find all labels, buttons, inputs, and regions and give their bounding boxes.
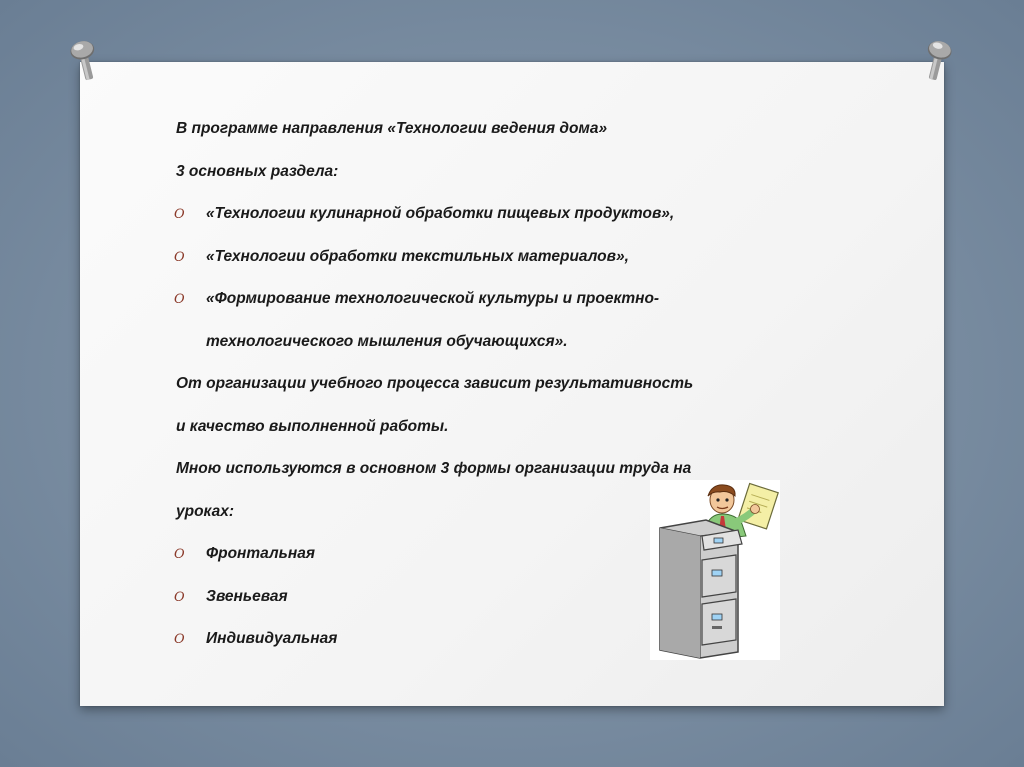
bullet-icon: O (174, 292, 185, 307)
section-text: «Формирование технологической культуры и проектно- (206, 290, 660, 307)
section-item (176, 246, 876, 267)
section-item (176, 288, 876, 309)
bullet-icon: O (174, 589, 185, 605)
paragraph-line: От организации учебного процесса зависит результативность (176, 375, 694, 392)
paragraph-line: уроках: (176, 502, 235, 520)
section-continuation (176, 331, 876, 352)
form-text: Индивидуальная (206, 630, 338, 647)
form-text: Фронтальная (206, 545, 315, 562)
section-text: технологического мышления обучающихся». (206, 332, 568, 350)
office-worker-in-file-cabinet-icon (650, 480, 780, 660)
section-item (176, 203, 876, 224)
paragraph-line: Мною используются в основном 3 формы организации труда на (176, 460, 692, 477)
section-text: «Технологии обработки текстильных материалов», (206, 247, 629, 265)
push-pin-icon (917, 37, 956, 85)
bullet-icon: O (174, 249, 185, 265)
paragraph-line: и качество выполненной работы. (176, 417, 449, 435)
push-pin-icon (65, 37, 104, 85)
section-text: «Технологии кулинарной обработки пищевых продуктов», (206, 205, 675, 222)
heading-line: 3 основных раздела: (176, 162, 339, 180)
form-text: Звеньевая (206, 587, 288, 605)
heading-line: В программе направления «Технологии ведения дома» (176, 120, 608, 137)
bullet-icon: O (174, 207, 185, 222)
bullet-icon: O (174, 632, 185, 647)
bullet-icon: O (174, 547, 185, 562)
